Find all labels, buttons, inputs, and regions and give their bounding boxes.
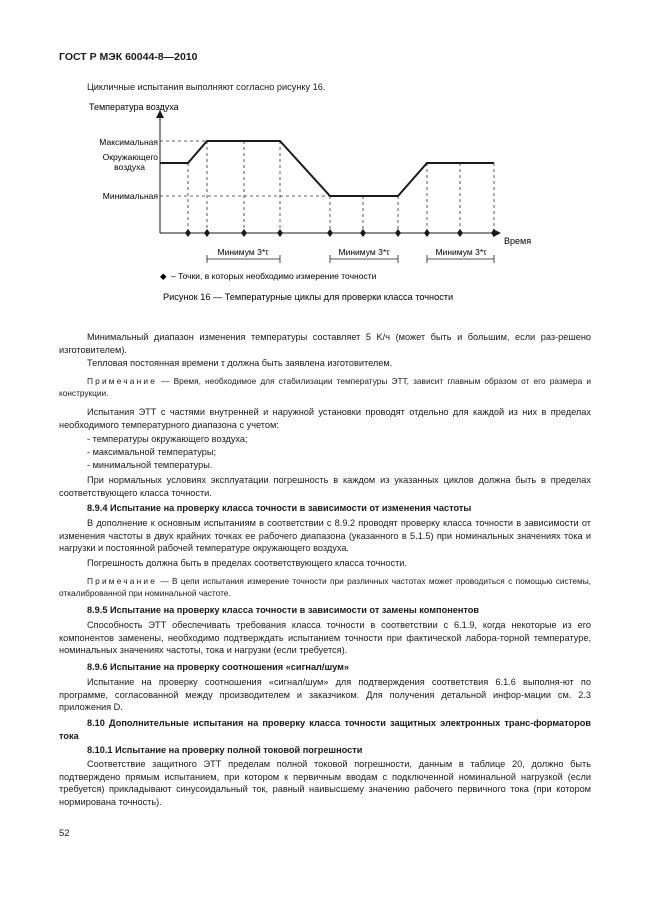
paragraph-frequency: В дополнение к основным испытаниям в соответствии с 8.9.2 проводят проверку класса точности в зависимости от изменения частоты в двух крайних точках ее рабочего диапазона (указанного в 5.1.5) при номинальных значениях тока и нагрузки и постоянной рабочей температуре окружающего воздуха.	[59, 518, 591, 554]
note-2	[59, 575, 591, 599]
paragraph-time-constant: Тепловая постоянная времени τ должна быть заявлена изготовителем.	[87, 358, 393, 368]
heading-8-10: 8.10 Дополнительные испытания на проверку класса точности защитных электронных транс-форматоров тока	[59, 718, 591, 741]
legend-text: – Точки, в которых необходимо измерение точности	[171, 271, 377, 281]
paragraph-components: Способность ЭТТ обеспечивать требования класса точности в соответствии с 6.1.9, когда некоторые из его компонентов заменены, необходимо подтверждать испытанием точности при фактической лабора-торной температуре, номинальных значениях частоты, тока и нагрузки (если требуется).	[59, 620, 591, 656]
level-ambient-label-2: воздуха	[114, 162, 145, 172]
paragraph-normal-conditions: При нормальных условиях эксплуатации погрешность в каждом из указанных циклов должна быть в пределах соответствующего класса точности.	[59, 475, 591, 498]
heading-8-9-6: 8.9.6 Испытание на проверку соотношения «сигнал/шум»	[87, 662, 349, 672]
temperature-cycle-figure	[70, 98, 540, 308]
paragraph-signal-noise: Испытание на проверку соотношения «сигнал/шум» для подтверждения соответствия 6.1.6 выполня-ют по программе, согласованной между производителем и заказчиком. Для получения детальной инфор-мации см. 2.3 приложения D.	[59, 677, 591, 713]
paragraph-separate-tests: Испытания ЭТТ с частями внутренней и наружной установки проводят отдельно для каждой из них в пределах необходимого температурного диапазона с учетом:	[59, 407, 591, 430]
list-item-max: - максимальной температуры;	[87, 447, 217, 457]
heading-8-9-5: 8.9.5 Испытание на проверку класса точности в зависимости от замены компонентов	[87, 605, 480, 615]
time-guides	[188, 141, 494, 233]
y-axis-title: Температура воздуха	[89, 102, 179, 112]
heading-8-9-4: 8.9.4 Испытание на проверку класса точности в зависимости от изменения частоты	[87, 503, 472, 513]
span-label-1: Минимум 3*τ	[217, 247, 269, 257]
note-1	[59, 375, 591, 399]
page-number: 52	[59, 828, 70, 839]
paragraph-rate: Минимальный диапазон изменения температуры составляет 5 K/ч (может быть и большим, если раз-решено изготовителем).	[59, 332, 591, 355]
span-label-2: Минимум 3*τ	[338, 247, 390, 257]
level-min-label: Минимальная	[102, 191, 158, 201]
list-item-ambient: - температуры окружающего воздуха;	[87, 434, 248, 444]
note-1-text: — Время, необходимое для стабилизации температуры ЭТТ, зависит главным образом от его размера и конструкции.	[59, 376, 591, 398]
x-axis-title: Время	[504, 236, 532, 246]
list-item-min: - минимальной температуры.	[87, 460, 213, 470]
figure-caption: Рисунок 16 — Температурные циклы для проверки класса точности	[163, 292, 454, 302]
document-header: ГОСТ Р МЭК 60044-8—2010	[59, 51, 198, 63]
note-1-label: Примечание	[87, 376, 158, 386]
intro-text: Цикличные испытания выполняют согласно рисунку 16.	[87, 82, 326, 92]
note-2-text: — В цепи испытания измерение точности при различных частотах может проводиться с помощью системы, откалиброванной при номинальной частоте.	[59, 576, 591, 598]
level-max-label: Максимальная	[99, 137, 158, 147]
heading-8-10-1: 8.10.1 Испытание на проверку полной токовой погрешности	[87, 745, 363, 755]
temperature-profile-line	[160, 141, 494, 196]
paragraph-composite-error: Соответствие защитного ЭТТ пределам полной токовой погрешности, данным в таблице 20, должно быть подтверждено прямым испытанием, при котором к первичным вводам с подключенной номинальной нагрузкой (если требуется) прикладывают синусоидальный ток, равный наивысшему значению рабочего первичного тока (при котором нормирована точность).	[59, 759, 591, 807]
note-2-label: Примечание	[87, 576, 158, 586]
paragraph-error-limits: Погрешность должна быть в пределах соответствующего класса точности.	[87, 558, 407, 568]
level-ambient-label: Окружающего	[102, 152, 158, 162]
span-label-3: Минимум 3*τ	[435, 247, 487, 257]
legend-marker-icon: ◆	[160, 271, 167, 281]
